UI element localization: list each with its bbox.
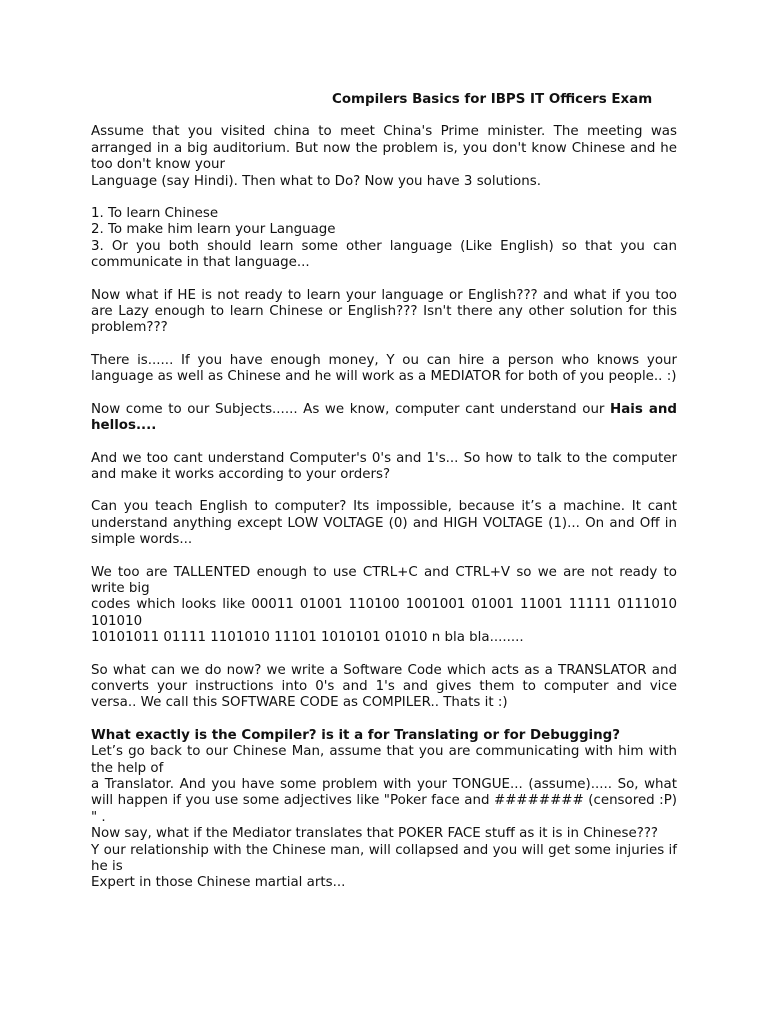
paragraph-text: Language (say Hindi). Then what to Do? Now you have 3 solutions. xyxy=(91,173,541,189)
document-page xyxy=(91,92,677,892)
paragraph-text: a Translator. And you have some problem with your TONGUE... (assume)..... So, what will happen if you use some adjectives like "Poker face and ######## (censored :P) " . xyxy=(91,777,677,825)
paragraph-subjects xyxy=(91,402,677,435)
paragraph-lazy xyxy=(91,288,677,337)
paragraph-text: Now what if HE is not ready to learn your language or English??? and what if you too are Lazy enough to learn Chinese or English??? Isn't there any other solution for this problem??? xyxy=(91,287,677,336)
paragraph-teach xyxy=(91,499,677,548)
paragraph-text: So what can we do now? we write a Software Code which acts as a TRANSLATOR and converts your instructions into 0's and 1's and gives them to computer and vice versa.. We call this SOFTWARE CODE as COMPILER.. Thats it :) xyxy=(91,662,677,711)
paragraph-text: codes which looks like 00011 01001 110100 1001001 01001 11001 11111 0111010 101010 xyxy=(91,597,677,629)
paragraph-text xyxy=(91,402,677,435)
paragraph-text: Assume that you visited china to meet China's Prime minister. The meeting was arranged in a big auditorium. But now the problem is, you don't know Chinese and he too don't know your xyxy=(91,124,677,173)
section-compiler xyxy=(91,728,677,892)
paragraph-text: And we too cant understand Computer's 0's and 1's... So how to talk to the computer and make it works according to your orders? xyxy=(91,450,677,482)
document-title: Compilers Basics for IBPS IT Officers Exam xyxy=(332,92,653,107)
paragraph-text: 10101011 01111 1101010 11101 1010101 01010 n bla bla........ xyxy=(91,630,524,646)
paragraph-intro xyxy=(91,124,677,190)
paragraph-text-span: Now come to our Subjects...... As we know, computer cant understand our xyxy=(91,401,611,417)
solutions-list xyxy=(91,206,677,272)
list-item: 1. To learn Chinese xyxy=(91,206,219,222)
section-heading: What exactly is the Compiler? is it a for Translating or for Debugging? xyxy=(91,727,621,743)
paragraph-text: We too are TALLENTED enough to use CTRL+C and CTRL+V so we are not ready to write big xyxy=(91,564,677,596)
paragraph-text: Can you teach English to computer? Its impossible, because it’s a machine. It cant understand anything except LOW VOLTAGE (0) and HIGH VOLTAGE (1)... On and Off in simple words... xyxy=(91,499,677,548)
paragraph-text: Now say, what if the Mediator translates that POKER FACE stuff as it is in Chinese??? xyxy=(91,826,659,842)
paragraph-mediator xyxy=(91,353,677,386)
paragraph-codes xyxy=(91,565,677,647)
paragraph-text: Expert in those Chinese martial arts... xyxy=(91,875,346,891)
paragraph-text: Let’s go back to our Chinese Man, assume that you are communicating with him with the help of xyxy=(91,744,677,776)
list-item: 2. To make him learn your Language xyxy=(91,222,336,238)
paragraph-translator xyxy=(91,663,677,712)
paragraph-binary xyxy=(91,451,677,484)
paragraph-text: Y our relationship with the Chinese man, will collapsed and you will get some injuries if he is xyxy=(91,842,677,875)
bold-phrase: Hais and hellos.... xyxy=(91,401,678,434)
list-item: 3. Or you both should learn some other language (Like English) so that you can communicate in that language... xyxy=(91,238,677,271)
paragraph-text: There is...... If you have enough money, Y ou can hire a person who knows your language as well as Chinese and he will work as a MEDIATOR for both of you people.. :) xyxy=(91,352,677,385)
